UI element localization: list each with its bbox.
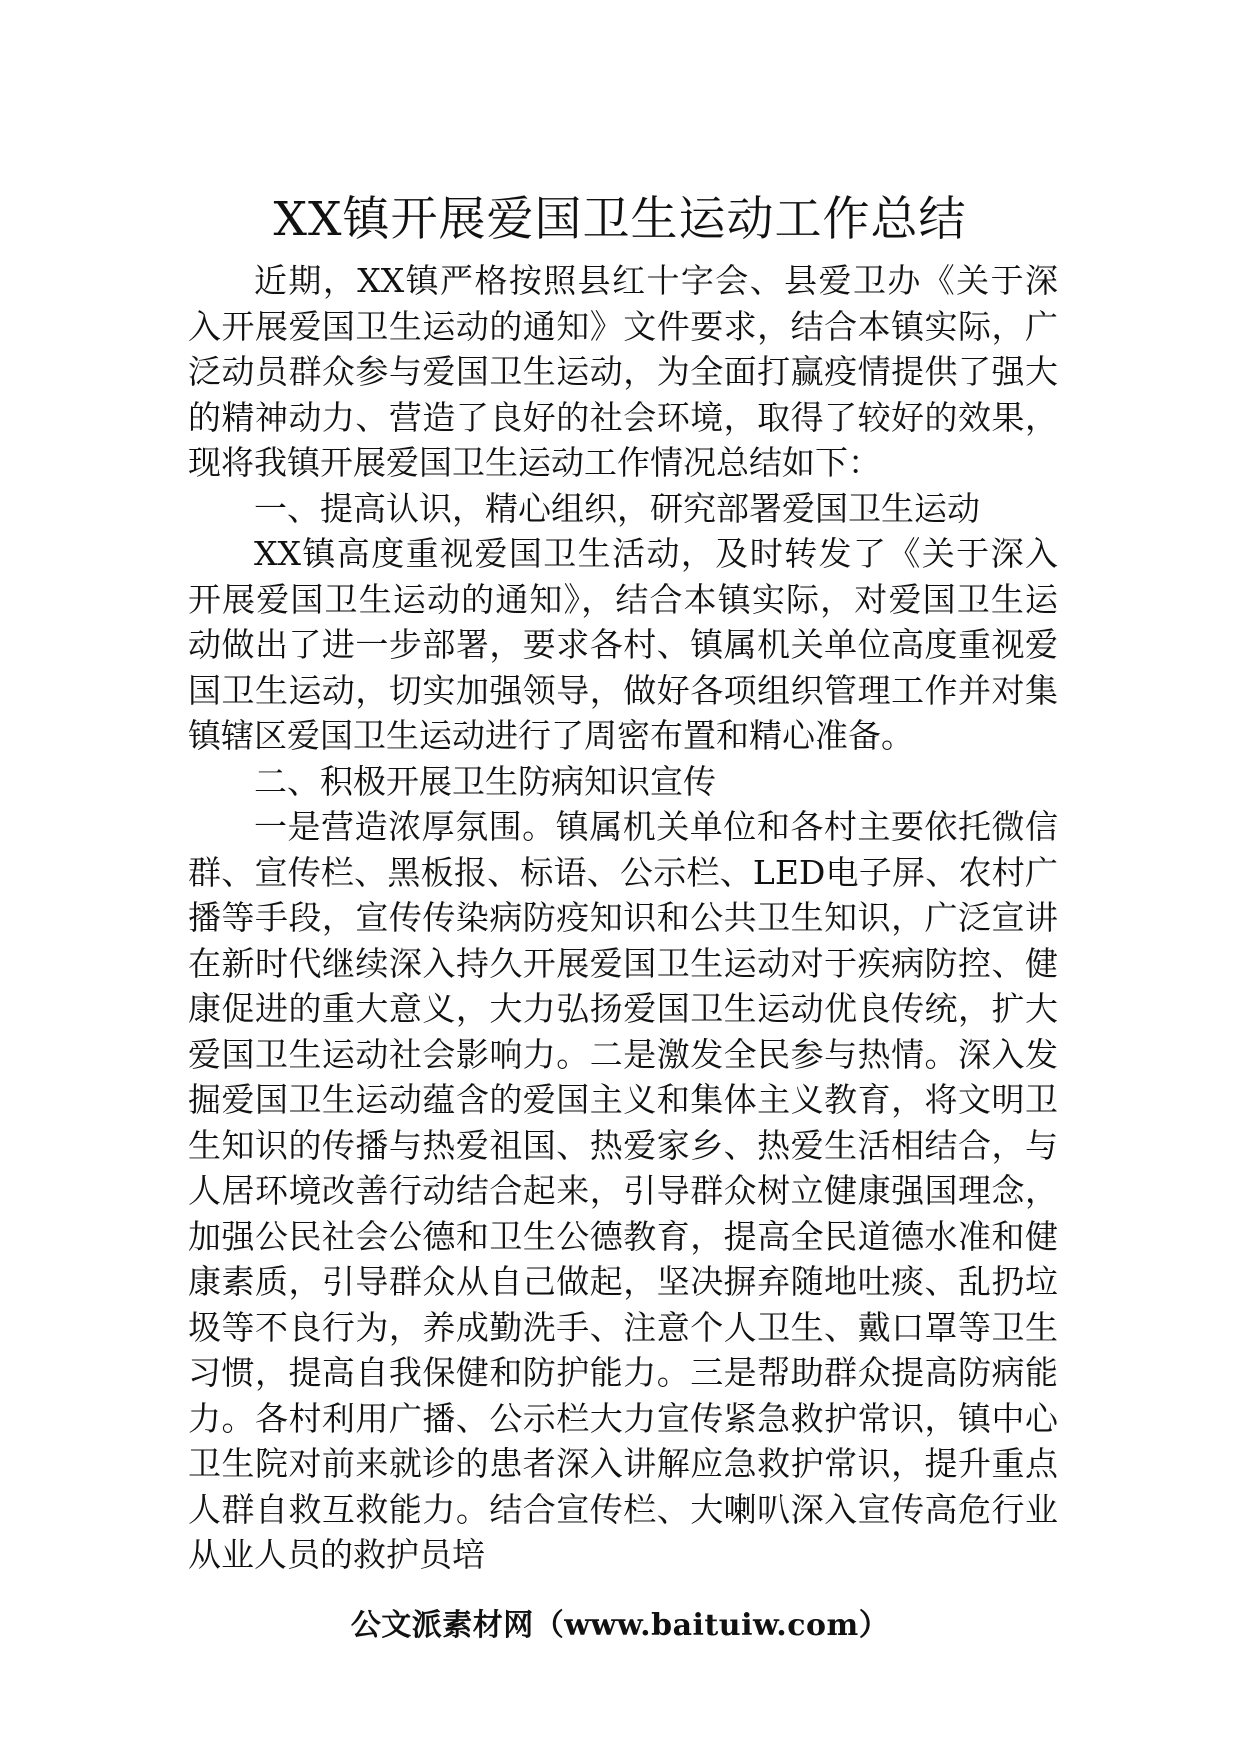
paragraph-section-2: 一是营造浓厚氛围。镇属机关单位和各村主要依托微信群、宣传栏、黑板报、标语、公示栏、LED电子屏、农村广播等手段，宣传传染病防疫知识和公共卫生知识，广泛宣讲在新时代继续深入持久开展爱国卫生运动对于疾病防控、健康促进的重大意义，大力弘扬爱国卫生运动优良传统，扩大爱国卫生运动社会影响力。二是激发全民参与热情。深入发掘爱国卫生运动蕴含的爱国主义和集体主义教育，将文明卫生知识的传播与热爱祖国、热爱家乡、热爱生活相结合，与人居环境改善行动结合起来，引导群众树立健康强国理念，加强公民社会公德和卫生公德教育，提高全民道德水准和健康素质，引导群众从自己做起，坚决摒弃随地吐痰、乱扔垃圾等不良行为，养成勤洗手、注意个人卫生、戴口罩等卫生习惯，提高自我保健和防护能力。三是帮助群众提高防病能力。各村利用广播、公示栏大力宣传紧急救护常识，镇中心卫生院对前来就诊的患者深入讲解应急救护常识，提升重点人群自救互救能力。结合宣传栏、大喇叭深入宣传高危行业从业人员的救护员培 bbox=[188, 807, 1058, 1574]
section-heading-2: 二、积极开展卫生防病知识宣传 bbox=[254, 761, 716, 801]
document-body bbox=[188, 258, 1058, 1578]
section-heading-1: 一、提高认识，精心组织，研究部署爱国卫生运动 bbox=[254, 488, 980, 528]
source-footer: 公文派素材网（www.baituiw.com） bbox=[350, 1608, 890, 1643]
paragraph-intro: 近期，XX镇严格按照县红十字会、县爱卫办《关于深入开展爱国卫生运动的通知》文件要求，结合本镇实际，广泛动员群众参与爱国卫生运动，为全面打赢疫情提供了强大的精神动力、营造了良好的社会环境，取得了较好的效果，现将我镇开展爱国卫生运动工作情况总结如下： bbox=[188, 261, 1058, 482]
document-title: XX镇开展爱国卫生运动工作总结 bbox=[273, 192, 967, 247]
paragraph-section-1: XX镇高度重视爱国卫生活动，及时转发了《关于深入开展爱国卫生运动的通知》，结合本镇实际，对爱国卫生运动做出了进一步部署，要求各村、镇属机关单位高度重视爱国卫生运动，切实加强领导，做好各项组织管理工作并对集镇辖区爱国卫生运动进行了周密布置和精心准备。 bbox=[188, 534, 1058, 755]
